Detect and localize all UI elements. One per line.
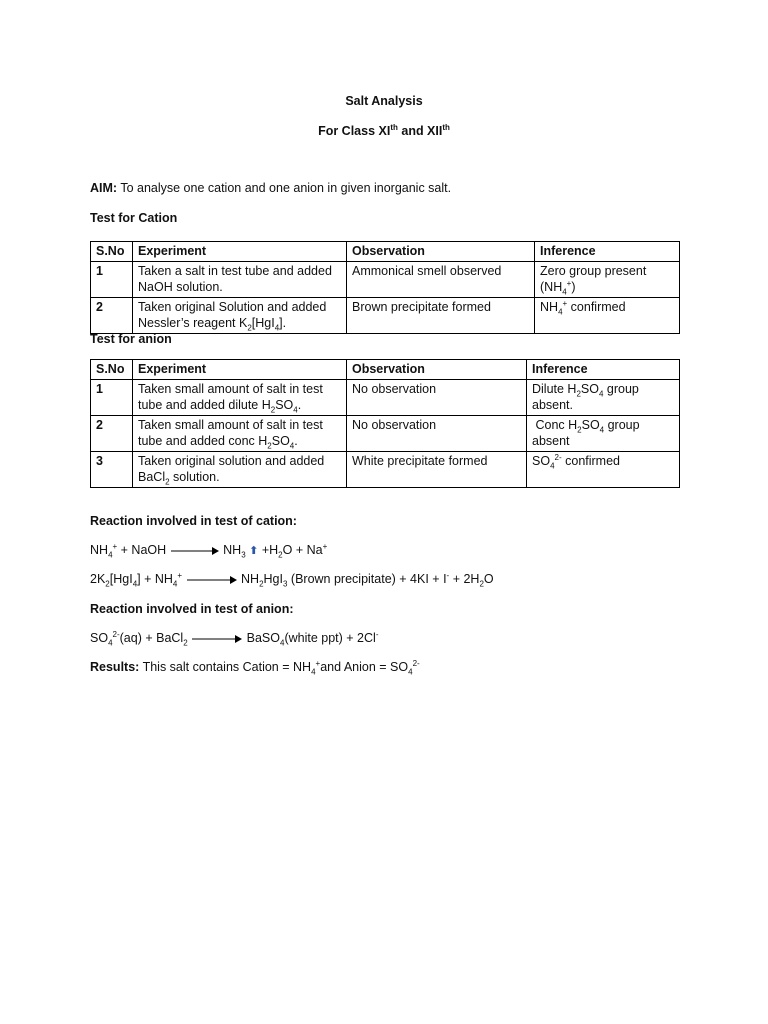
table-row [91, 379, 680, 415]
right-arrow-icon [170, 546, 220, 556]
column-header: Experiment [133, 360, 347, 380]
table-row [91, 451, 680, 487]
anion-heading: Test for anion [90, 332, 172, 346]
cation-heading: Test for Cation [90, 211, 178, 225]
cation-equation-1: $NH_4^+$ + NaOH $NH_3$ ⬆ $+H_2O + Na^+$ [90, 541, 328, 560]
column-header: Inference [527, 360, 680, 380]
experiment-cell: Taken small amount of salt in test tube and added dilute $H_2SO_4$. [133, 379, 347, 415]
table-row [91, 261, 680, 297]
document-subtitle: For Class XIth and XIIth [318, 122, 450, 138]
sno-cell: 2 [91, 297, 133, 333]
inference-cell: Zero group present $(NH_4^+)$ [535, 261, 680, 297]
sno-cell: 3 [91, 451, 133, 487]
inference-cell: $SO_4^{2-}$ confirmed [527, 451, 680, 487]
table-header-row [91, 360, 680, 380]
table-header-row [91, 242, 680, 262]
column-header: Observation [347, 360, 527, 380]
up-arrow-icon: ⬆ [249, 545, 259, 557]
results-statement: Results: This salt contains Cation = $NH_4^+and$ Anion = $SO_4^{2-}$ [90, 658, 420, 677]
sno-cell: 1 [91, 261, 133, 297]
document-title: Salt Analysis [345, 94, 423, 108]
cation-reaction-heading: Reaction involved in test of cation: [90, 514, 297, 528]
column-header: S.No [91, 242, 133, 262]
sno-cell: 1 [91, 379, 133, 415]
column-header: Inference [535, 242, 680, 262]
anion-table [90, 359, 680, 488]
sno-cell: 2 [91, 415, 133, 451]
anion-reaction-heading: Reaction involved in test of anion: [90, 602, 294, 616]
column-header: Observation [347, 242, 535, 262]
aim-statement [90, 181, 451, 195]
observation-cell: Brown precipitate formed [347, 297, 535, 333]
results-label: Results: [90, 660, 140, 674]
experiment-cell: Taken a salt in test tube and added NaOH solution. [133, 261, 347, 297]
experiment-cell: Taken small amount of salt in test tube and added conc $H_2SO_4$. [133, 415, 347, 451]
aim-label: AIM: [90, 181, 118, 195]
cation-table [90, 241, 680, 334]
anion-equation-1: $SO_4^{2-}(aq)$ + BaCl$_2$ BaSO$_4$(white ppt) + 2Cl- [90, 629, 379, 648]
right-arrow-icon [186, 575, 238, 585]
column-header: S.No [91, 360, 133, 380]
cation-equation-2: $2K_2[HgI_4] + NH_4^+$ $NH_2HgI_3$ (Brown precipitate) + $4KI + I^- + 2H_2O$ [90, 570, 494, 589]
right-arrow-icon [191, 634, 243, 644]
inference-cell: Dilute $H_2SO_4$ group absent. [527, 379, 680, 415]
inference-cell: Conc $H_2SO_4$ group absent [527, 415, 680, 451]
experiment-cell: Taken original solution and added BaCl$_2$ solution. [133, 451, 347, 487]
observation-cell: No observation [347, 379, 527, 415]
observation-cell: Ammonical smell observed [347, 261, 535, 297]
observation-cell: White precipitate formed [347, 451, 527, 487]
observation-cell: No observation [347, 415, 527, 451]
inference-cell: $NH_4^+$ confirmed [535, 297, 680, 333]
table-row [91, 415, 680, 451]
experiment-cell: Taken original Solution and added Nessler’s reagent $K_2[HgI_4]$. [133, 297, 347, 333]
table-row [91, 297, 680, 333]
column-header: Experiment [133, 242, 347, 262]
aim-text: To analyse one cation and one anion in given inorganic salt. [117, 181, 452, 195]
